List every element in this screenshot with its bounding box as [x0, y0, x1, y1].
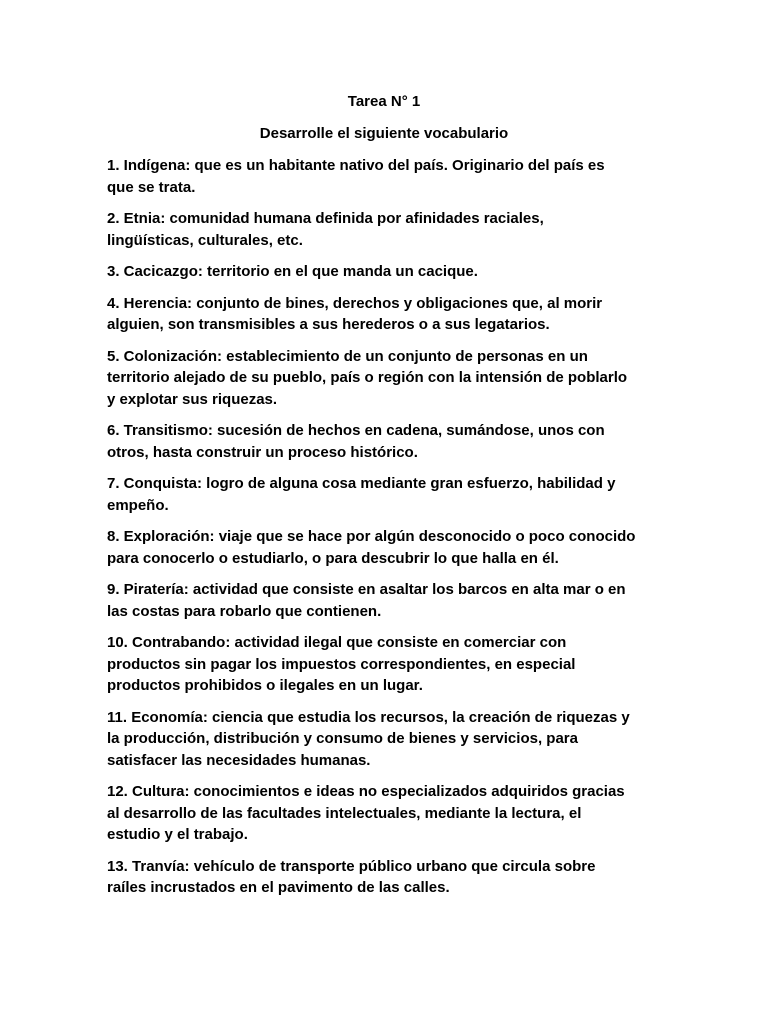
document-title: Tarea N° 1: [347, 93, 421, 110]
vocabulary-item: 10. Contrabando: actividad ilegal que consiste en comerciar con productos sin pagar los impuestos correspondientes, en especial productos prohibidos o ilegales en un lugar.: [107, 634, 576, 694]
vocabulary-item: 13. Tranvía: vehículo de transporte público urbano que circula sobre raíles incrustados en el pavimento de las calles.: [107, 857, 596, 896]
vocabulary-item: 9. Piratería: actividad que consiste en asaltar los barcos en alta mar o en las costas para robarlo que contienen.: [107, 581, 626, 620]
vocabulary-list: [107, 155, 655, 909]
vocabulary-item: 12. Cultura: conocimientos e ideas no especializados adquiridos gracias al desarrollo de las facultades intelectuales, mediante la lectura, el estudio y el trabajo.: [107, 783, 625, 843]
document-subtitle: Desarrolle el siguiente vocabulario: [259, 125, 509, 142]
vocabulary-item: 8. Exploración: viaje que se hace por algún desconocido o poco conocido para conocerlo o estudiarlo, o para descubrir lo que halla en él.: [107, 528, 636, 567]
vocabulary-item: 4. Herencia: conjunto de bines, derechos y obligaciones que, al morir alguien, son transmisibles a sus herederos o a sus legatarios.: [107, 294, 603, 333]
vocabulary-item: 5. Colonización: establecimiento de un conjunto de personas en un territorio alejado de su pueblo, país o región con la intensión de poblarlo y explotar sus riquezas.: [107, 347, 628, 408]
vocabulary-item: 6. Transitismo: sucesión de hechos en cadena, sumándose, unos con otros, hasta construir un proceso histórico.: [107, 422, 605, 461]
vocabulary-item: 7. Conquista: logro de alguna cosa mediante gran esfuerzo, habilidad y empeño.: [107, 475, 616, 514]
vocabulary-item: 1. Indígena: que es un habitante nativo del país. Originario del país es que se trata.: [107, 157, 605, 196]
vocabulary-item: 2. Etnia: comunidad humana definida por afinidades raciales, lingüísticas, culturales, etc.: [107, 210, 544, 249]
vocabulary-item: 11. Economía: ciencia que estudia los recursos, la creación de riquezas y la producción, distribución y consumo de bienes y servicios, para satisfacer las necesidades humanas.: [107, 708, 630, 769]
vocabulary-item: 3. Cacicazgo: territorio en el que manda un cacique.: [107, 263, 478, 280]
